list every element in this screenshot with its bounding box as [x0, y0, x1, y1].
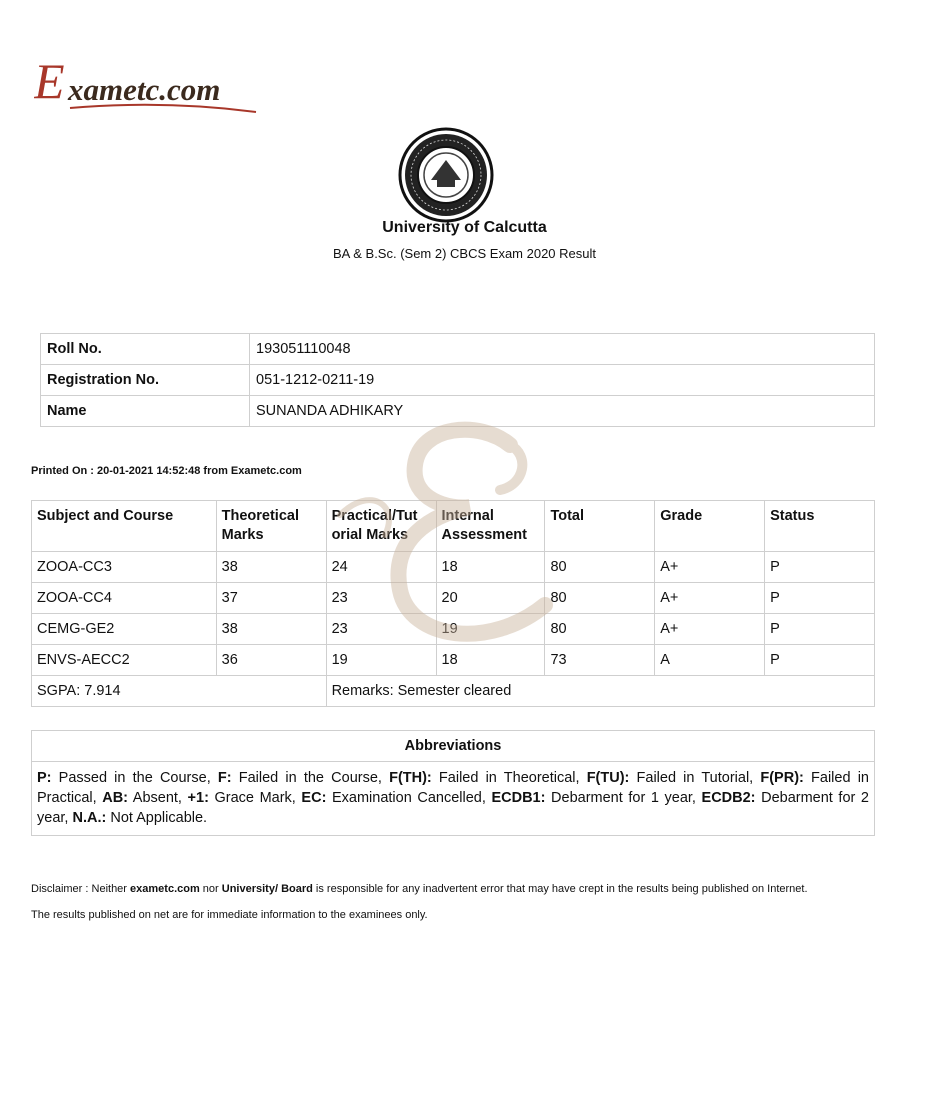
student-info-table — [40, 333, 875, 427]
abbr-text: Absent, — [128, 790, 188, 806]
abbr-code: F: — [217, 770, 232, 786]
abbr-code: EC: — [301, 790, 327, 806]
col-header-internal: Internal Assessment — [436, 501, 545, 552]
col-header-practical: Practical/Tut orial Marks — [326, 501, 436, 552]
disclaimer-board: University/ Board — [221, 883, 313, 895]
printed-on: Printed On : 20-01-2021 14:52:48 from Exametc.com — [31, 465, 302, 477]
cell-internal: 18 — [436, 552, 545, 583]
results-table — [31, 500, 875, 707]
abbr-code: ECDB2: — [701, 790, 756, 806]
logo-initial: E — [34, 53, 65, 109]
abbr-text: Failed in the Course, — [231, 770, 390, 786]
cell-subject: ZOOA-CC4 — [32, 583, 217, 614]
abbr-text: Grace Mark, — [208, 790, 302, 806]
col-header-subject: Subject and Course — [32, 501, 217, 552]
abbr-text: Failed in Theoretical, — [431, 770, 587, 786]
abbr-code: P: — [37, 770, 52, 786]
abbr-text: Failed in Practical, — [37, 770, 869, 806]
info-value: 193051110048 — [250, 334, 875, 365]
cell-internal: 19 — [436, 614, 545, 645]
abbr-text: Debarment for 2 year, — [37, 790, 869, 826]
cell-status: P — [765, 645, 875, 676]
table-row — [32, 583, 875, 614]
abbreviations-body — [32, 762, 875, 836]
abbr-text: Debarment for 1 year, — [545, 790, 702, 806]
cell-practical: 19 — [326, 645, 436, 676]
abbr-text: Not Applicable. — [106, 810, 208, 826]
abbr-code: F(TH): — [389, 770, 432, 786]
cell-internal: 18 — [436, 645, 545, 676]
col-header-grade: Grade — [655, 501, 765, 552]
abbr-text: Passed in the Course, — [51, 770, 218, 786]
exam-title: BA & B.Sc. (Sem 2) CBCS Exam 2020 Result — [333, 246, 596, 261]
info-row-registration — [41, 365, 875, 396]
abbr-code: AB: — [102, 790, 128, 806]
cell-theoretical: 38 — [216, 552, 326, 583]
cell-internal: 20 — [436, 583, 545, 614]
cell-practical: 23 — [326, 583, 436, 614]
remarks: Remarks: Semester cleared — [326, 676, 874, 707]
col-header-total: Total — [545, 501, 655, 552]
cell-status: P — [765, 614, 875, 645]
info-value: 051-1212-0211-19 — [250, 365, 875, 396]
info-row-name — [41, 396, 875, 427]
disclaimer-line2: The results published on net are for immediate information to the examinees only. — [31, 909, 428, 921]
university-seal-icon — [397, 126, 495, 224]
abbr-code: F(TU): — [586, 770, 630, 786]
table-row — [32, 614, 875, 645]
abbr-text: Failed in Tutorial, — [629, 770, 761, 786]
col-header-status: Status — [765, 501, 875, 552]
info-value: SUNANDA ADHIKARY — [250, 396, 875, 427]
info-label: Registration No. — [41, 365, 250, 396]
cell-subject: CEMG-GE2 — [32, 614, 217, 645]
cell-status: P — [765, 552, 875, 583]
disclaimer-site: exametc.com — [130, 883, 200, 895]
cell-grade: A+ — [655, 552, 765, 583]
cell-theoretical: 37 — [216, 583, 326, 614]
summary-row — [32, 676, 875, 707]
abbr-code: N.A.: — [72, 810, 107, 826]
table-row — [32, 552, 875, 583]
abbreviations-table — [31, 730, 875, 836]
cell-grade: A+ — [655, 583, 765, 614]
cell-subject: ZOOA-CC3 — [32, 552, 217, 583]
cell-theoretical: 36 — [216, 645, 326, 676]
cell-total: 80 — [545, 583, 655, 614]
results-header-row — [32, 501, 875, 552]
info-row-roll — [41, 334, 875, 365]
abbr-text: Examination Cancelled, — [326, 790, 492, 806]
table-row — [32, 645, 875, 676]
cell-grade: A+ — [655, 614, 765, 645]
info-label: Roll No. — [41, 334, 250, 365]
cell-theoretical: 38 — [216, 614, 326, 645]
cell-total: 73 — [545, 645, 655, 676]
cell-practical: 24 — [326, 552, 436, 583]
col-header-theoretical: Theoretical Marks — [216, 501, 326, 552]
cell-status: P — [765, 583, 875, 614]
exametc-logo — [34, 50, 294, 120]
abbr-code: +1: — [187, 790, 209, 806]
sgpa: SGPA: 7.914 — [32, 676, 327, 707]
cell-grade: A — [655, 645, 765, 676]
info-label: Name — [41, 396, 250, 427]
cell-subject: ENVS-AECC2 — [32, 645, 217, 676]
abbreviations-title: Abbreviations — [32, 731, 875, 762]
university-title: University of Calcutta — [382, 219, 547, 236]
abbr-code: F(PR): — [760, 770, 804, 786]
cell-practical: 23 — [326, 614, 436, 645]
cell-total: 80 — [545, 614, 655, 645]
disclaimer: Disclaimer : Neither exametc.com nor University/ Board is responsible for any inadvertent error that may have crept in the results being published on Internet. — [31, 883, 808, 895]
logo-text: xametc.com — [68, 72, 221, 107]
cell-total: 80 — [545, 552, 655, 583]
abbr-code: ECDB1: — [491, 790, 546, 806]
